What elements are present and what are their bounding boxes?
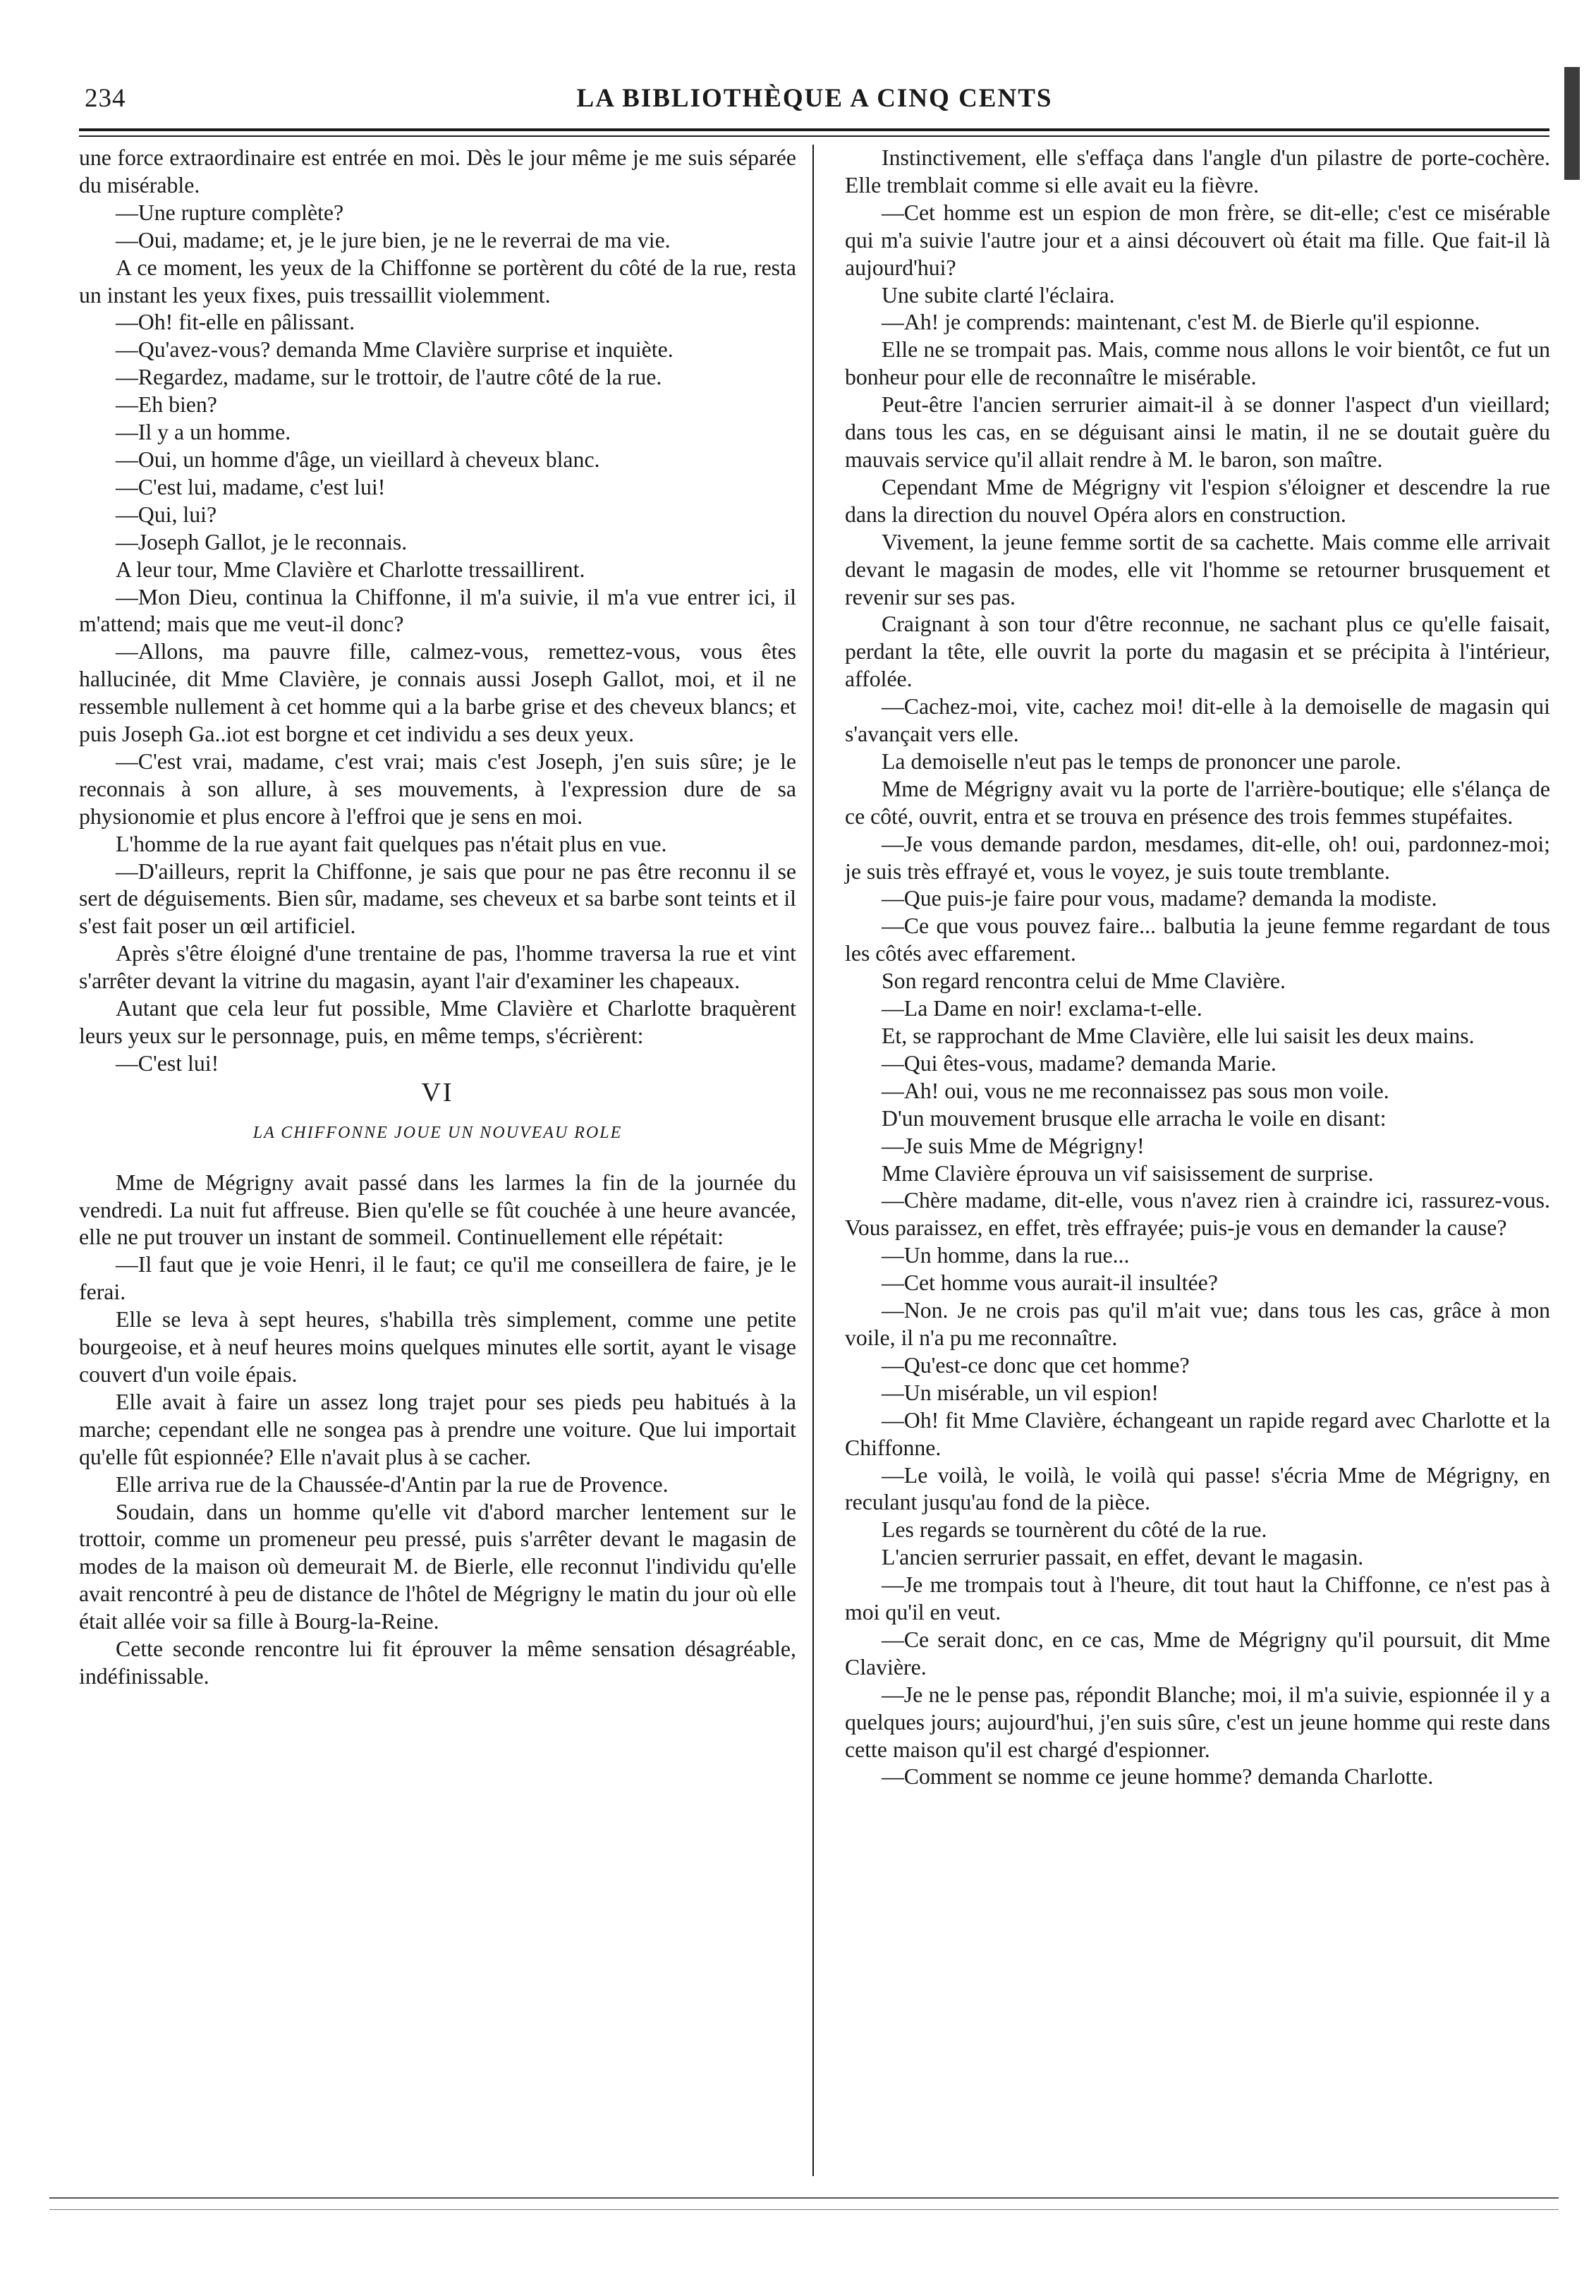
paragraph: —Cet homme vous aurait-il insultée? <box>882 1270 1218 1296</box>
paragraph: Elle avait à faire un assez long trajet pour ses pieds peu habitués à la marche; cependant elle ne songea pas à prendre une voiture. Que lui importait qu'elle fût espionnée? Elle n'avait plus à se cacher. <box>79 1389 796 1469</box>
paragraph: —Regardez, madame, sur le trottoir, de l'autre côté de la rue. <box>116 365 662 390</box>
paragraph: Une subite clarté l'éclaira. <box>882 282 1115 308</box>
paragraph: —Allons, ma pauvre fille, calmez-vous, remettez-vous, vous êtes hallucinée, dit Mme Clavière, je connais aussi Joseph Gallot, moi, et il ne ressemble nullement à cet homme qui a la barbe grise et des cheveux blancs; et puis Joseph Ga..iot est borgne et cet individu a ses deux yeux. <box>79 639 796 747</box>
paragraph: —Je suis Mme de Mégrigny! <box>882 1133 1145 1158</box>
paragraph: —La Dame en noir! exclama-t-elle. <box>882 996 1202 1021</box>
paragraph: —Qui, lui? <box>116 502 217 527</box>
page-edge-mark <box>1564 67 1580 180</box>
paragraph: —Ce que vous pouvez faire... balbutia la jeune femme regardant de tous les côtés avec effarement. <box>845 913 1550 966</box>
paragraph: —Oh! fit Mme Clavière, échangeant un rapide regard avec Charlotte et la Chiffonne. <box>845 1407 1550 1460</box>
paragraph: —Comment se nomme ce jeune homme? demanda Charlotte. <box>882 1764 1434 1790</box>
paragraph: Mme de Mégrigny avait vu la porte de l'arrière-boutique; elle s'élança de ce côté, ouvrit, entra et se trouva en présence des trois femmes stupéfaites. <box>845 776 1550 829</box>
paragraph: Cette seconde rencontre lui fit éprouver la même sensation désagréable, indéfinissable. <box>79 1636 796 1689</box>
paragraph: Son regard rencontra celui de Mme Clavière. <box>882 968 1286 994</box>
paragraph: Les regards se tournèrent du côté de la rue. <box>882 1517 1267 1543</box>
paragraph: —Il faut que je voie Henri, il le faut; ce qu'il me conseillera de faire, je le ferai. <box>79 1252 796 1305</box>
paragraph: —Le voilà, le voilà, le voilà qui passe! s'écria Mme de Mégrigny, en reculant jusqu'au fond de la pièce. <box>845 1462 1550 1515</box>
paragraph: une force extraordinaire est entrée en moi. Dès le jour même je me suis séparée du misérable. <box>79 145 796 198</box>
running-title: LA BIBLIOTHÈQUE A CINQ CENTS <box>576 84 1053 113</box>
paragraph: Mme de Mégrigny avait passé dans les larmes la fin de la journée du vendredi. La nuit fut affreuse. Bien qu'elle se fût couchée à une heure avancée, elle ne put trouver un instant de sommeil. Continuellement elle répétait: <box>79 1170 796 1250</box>
paragraph: —Eh bien? <box>116 392 217 418</box>
paragraph: —C'est lui, madame, c'est lui! <box>116 474 386 499</box>
left-column <box>79 145 796 1691</box>
paragraph: —Un misérable, un vil espion! <box>882 1380 1159 1405</box>
paragraph: A ce moment, les yeux de la Chiffonne se portèrent du côté de la rue, resta un instant les yeux fixes, puis tressaillit violemment. <box>79 255 796 308</box>
paragraph: Elle ne se trompait pas. Mais, comme nous allons le voir bientôt, ce fut un bonheur pour elle de reconnaître le misérable. <box>845 337 1550 390</box>
paragraph: Cependant Mme de Mégrigny vit l'espion s'éloigner et descendre la rue dans la direction du nouvel Opéra alors en construction. <box>845 474 1550 527</box>
paragraph: —Mon Dieu, continua la Chiffonne, il m'a suivie, il m'a vue entrer ici, il m'attend; mais que me veut-il donc? <box>79 584 796 637</box>
paragraph: —Ah! oui, vous ne me reconnaissez pas sous mon voile. <box>882 1078 1389 1103</box>
paragraph: Instinctivement, elle s'effaça dans l'angle d'un pilastre de porte-cochère. Elle tremblait comme si elle avait eu la fièvre. <box>845 145 1550 198</box>
left-column-text-after <box>79 1170 796 1691</box>
paragraph: La demoiselle n'eut pas le temps de prononcer une parole. <box>882 748 1401 774</box>
page-header <box>85 83 1545 126</box>
paragraph: L'homme de la rue ayant fait quelques pas n'était plus en vue. <box>116 831 667 856</box>
paragraph: —Ce serait donc, en ce cas, Mme de Mégrigny qu'il poursuit, dit Mme Clavière. <box>845 1627 1550 1680</box>
paragraph: —Joseph Gallot, je le reconnais. <box>116 529 408 554</box>
paragraph: Elle se leva à sept heures, s'habilla très simplement, comme une petite bourgeoise, et à neuf heures moins quelques minutes elle sortit, ayant le visage couvert d'un voile épais. <box>79 1307 796 1387</box>
paragraph: —C'est lui! <box>116 1050 219 1076</box>
paragraph: —C'est vrai, madame, c'est vrai; mais c'est Joseph, j'en suis sûre; je le reconnais à son allure, à ses mouvements, à l'expression dure de sa physionomie et plus encore à l'effroi que je sens en moi. <box>79 748 796 829</box>
chapter-number: VI <box>421 1077 454 1107</box>
paragraph: Craignant à son tour d'être reconnue, ne sachant plus ce qu'elle faisait, perdant la tête, elle ouvrit la porte du magasin et se précipita à l'intérieur, affolée. <box>845 612 1550 692</box>
paragraph: —Oh! fit-elle en pâlissant. <box>116 310 355 335</box>
column-divider <box>812 145 814 2176</box>
paragraph: —Il y a un homme. <box>116 420 291 445</box>
paragraph: —Cet homme est un espion de mon frère, se dit-elle; c'est ce misérable qui m'a suivie l'autre jour et a ainsi découvert où était ma fille. Que fait-il là aujourd'hui? <box>845 200 1550 280</box>
right-column-text <box>845 145 1550 1791</box>
paragraph: —Qui êtes-vous, madame? demanda Marie. <box>882 1050 1277 1076</box>
paragraph: —Je me trompais tout à l'heure, dit tout haut la Chiffonne, ce n'est pas à moi qu'il en veut. <box>845 1572 1550 1625</box>
bottom-rule <box>49 2197 1559 2199</box>
page-number: 234 <box>85 84 126 113</box>
paragraph: Peut-être l'ancien serrurier aimait-il à se donner l'aspect d'un vieillard; dans tous les cas, en se déguisant ainsi le matin, il ne se doutait guère du mauvais service qu'il allait rendre à M. le baron, son maître. <box>845 392 1550 472</box>
bottom-rule-thin <box>49 2209 1559 2210</box>
paragraph: Et, se rapprochant de Mme Clavière, elle lui saisit les deux mains. <box>882 1024 1475 1048</box>
paragraph: Vivement, la jeune femme sortit de sa cachette. Mais comme elle arrivait devant le magasin de modes, elle vit l'homme se retourner brusquement et revenir sur ses pas. <box>845 529 1550 609</box>
paragraph: Soudain, dans un homme qu'elle vit d'abord marcher lentement sur le trottoir, comme un promeneur peu pressé, puis s'arrêter devant le magasin de modes de la maison où demeurait M. de Bierle, elle reconnut l'individu qu'elle avait rencontré à peu de distance de l'hôtel de Mégrigny le matin du jour où elle était allée voir sa fille à Bourg-la-Reine. <box>79 1499 796 1634</box>
header-rule <box>79 128 1549 131</box>
paragraph: Autant que cela leur fut possible, Mme Clavière et Charlotte braquèrent leurs yeux sur le personnage, puis, en même temps, s'écrièrent: <box>79 996 796 1048</box>
paragraph: —Qu'avez-vous? demanda Mme Clavière surprise et inquiète. <box>116 337 674 363</box>
paragraph: —D'ailleurs, reprit la Chiffonne, je sais que pour ne pas être reconnu il se sert de déguisements. Bien sûr, madame, ses cheveux et sa barbe sont teints et il s'est fait poser un œil artificiel. <box>79 858 796 939</box>
paragraph: Elle arriva rue de la Chaussée-d'Antin par la rue de Provence. <box>116 1471 669 1497</box>
chapter-title: LA CHIFFONNE JOUE UN NOUVEAU ROLE <box>252 1123 623 1142</box>
paragraph: —Je ne le pense pas, répondit Blanche; moi, il m'a suivie, espionnée il y a quelques jours; aujourd'hui, j'en suis sûre, c'est un jeune homme qui reste dans cette maison qu'il est chargé d'espionner. <box>845 1682 1550 1762</box>
paragraph: —Je vous demande pardon, mesdames, dit-elle, oh! oui, pardonnez-moi; je suis très effrayé et, vous le voyez, je suis toute tremblante. <box>845 831 1550 884</box>
paragraph: —Un homme, dans la rue... <box>882 1243 1130 1268</box>
header-rule-thin <box>79 135 1549 137</box>
paragraph: —Une rupture complète? <box>116 200 344 225</box>
paragraph: —Cachez-moi, vite, cachez moi! dit-elle à la demoiselle de magasin qui s'avançait vers elle. <box>845 694 1550 747</box>
paragraph: A leur tour, Mme Clavière et Charlotte tressaillirent. <box>116 557 585 582</box>
paragraph: Après s'être éloigné d'une trentaine de pas, l'homme traversa la rue et vint s'arrêter devant la vitrine du magasin, ayant l'air d'examiner les chapeaux. <box>79 941 796 994</box>
paragraph: —Ah! je comprends: maintenant, c'est M. de Bierle qu'il espionne. <box>882 310 1480 335</box>
paragraph: —Oui, un homme d'âge, un vieillard à cheveux blanc. <box>116 447 600 472</box>
paragraph: —Que puis-je faire pour vous, madame? demanda la modiste. <box>882 886 1437 911</box>
left-column-text-before <box>79 145 796 1078</box>
paragraph: —Oui, madame; et, je le jure bien, je ne le reverrai de ma vie. <box>116 227 671 253</box>
paragraph: —Non. Je ne crois pas qu'il m'ait vue; dans tous les cas, grâce à mon voile, il n'a pu me reconnaître. <box>845 1298 1550 1350</box>
paragraph: Mme Clavière éprouva un vif saisissement de surprise. <box>882 1160 1374 1186</box>
paragraph: —Qu'est-ce donc que cet homme? <box>882 1352 1190 1378</box>
right-column <box>845 145 1550 1791</box>
paragraph: D'un mouvement brusque elle arracha le voile en disant: <box>882 1105 1387 1131</box>
paragraph: L'ancien serrurier passait, en effet, devant le magasin. <box>882 1545 1364 1570</box>
paragraph: —Chère madame, dit-elle, vous n'avez rien à craindre ici, rassurez-vous. Vous paraissez, en effet, très effrayée; puis-je vous en demander la cause? <box>845 1188 1550 1241</box>
